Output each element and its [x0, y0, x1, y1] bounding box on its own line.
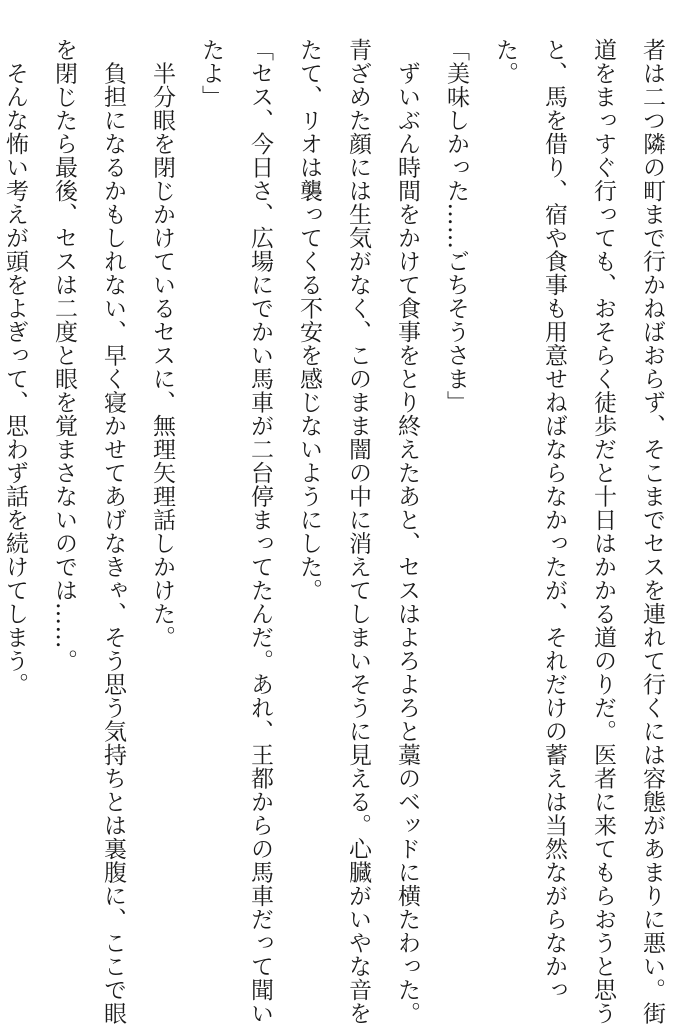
text-line: 半分眼を閉じかけているセスに、無理矢理話しかけた。: [149, 38, 175, 649]
text-line: たて、リオは襲ってくる不安を感じないようにした。: [296, 38, 322, 602]
text-line: た。: [492, 38, 518, 85]
text-line: 「美味しかった……ごちそうさま」: [443, 38, 469, 414]
text-line: 「セス、今日さ、広場にでかい馬車が二台停まってたんだ。あれ、王都からの馬車だって聞い: [247, 38, 273, 1025]
text-line: 青ざめた顔には生気がなく、このまま闇の中に消えてしまいそうに見える。心臓がいやな音を: [345, 38, 371, 1025]
text-line: たよ」: [198, 38, 224, 109]
text-line: を閉じたら最後、セスは二度と眼を覚まさないのでは……。: [51, 38, 77, 673]
text-line: そんな怖い考えが頭をよぎって、思わず話を続けてしまう。: [2, 38, 28, 696]
text-line: 負担になるかもしれない、早く寝かせてあげなきゃ、そう思う気持ちとは裏腹に、ここで眼: [100, 38, 126, 1025]
text-line: 者は二つ隣の町まで行かねばおらず、そこまでセスを連れて行くには容態があまりに悪い。街: [639, 38, 665, 1025]
text-line: 道をまっすぐ行っても、おそらく徒歩だと十日はかかる道のりだ。医者に来てもらおうと思う: [590, 38, 616, 1025]
vertical-text-block: [0, 38, 676, 1025]
text-line: ずいぶん時間をかけて食事をとり終えたあと、セスはよろよろと藁のベッドに横たわった。: [394, 38, 420, 1025]
text-line: と、馬を借り、宿や食事も用意せねばならなかったが、それだけの蓄えは当然ながらなかっ: [541, 38, 567, 1002]
